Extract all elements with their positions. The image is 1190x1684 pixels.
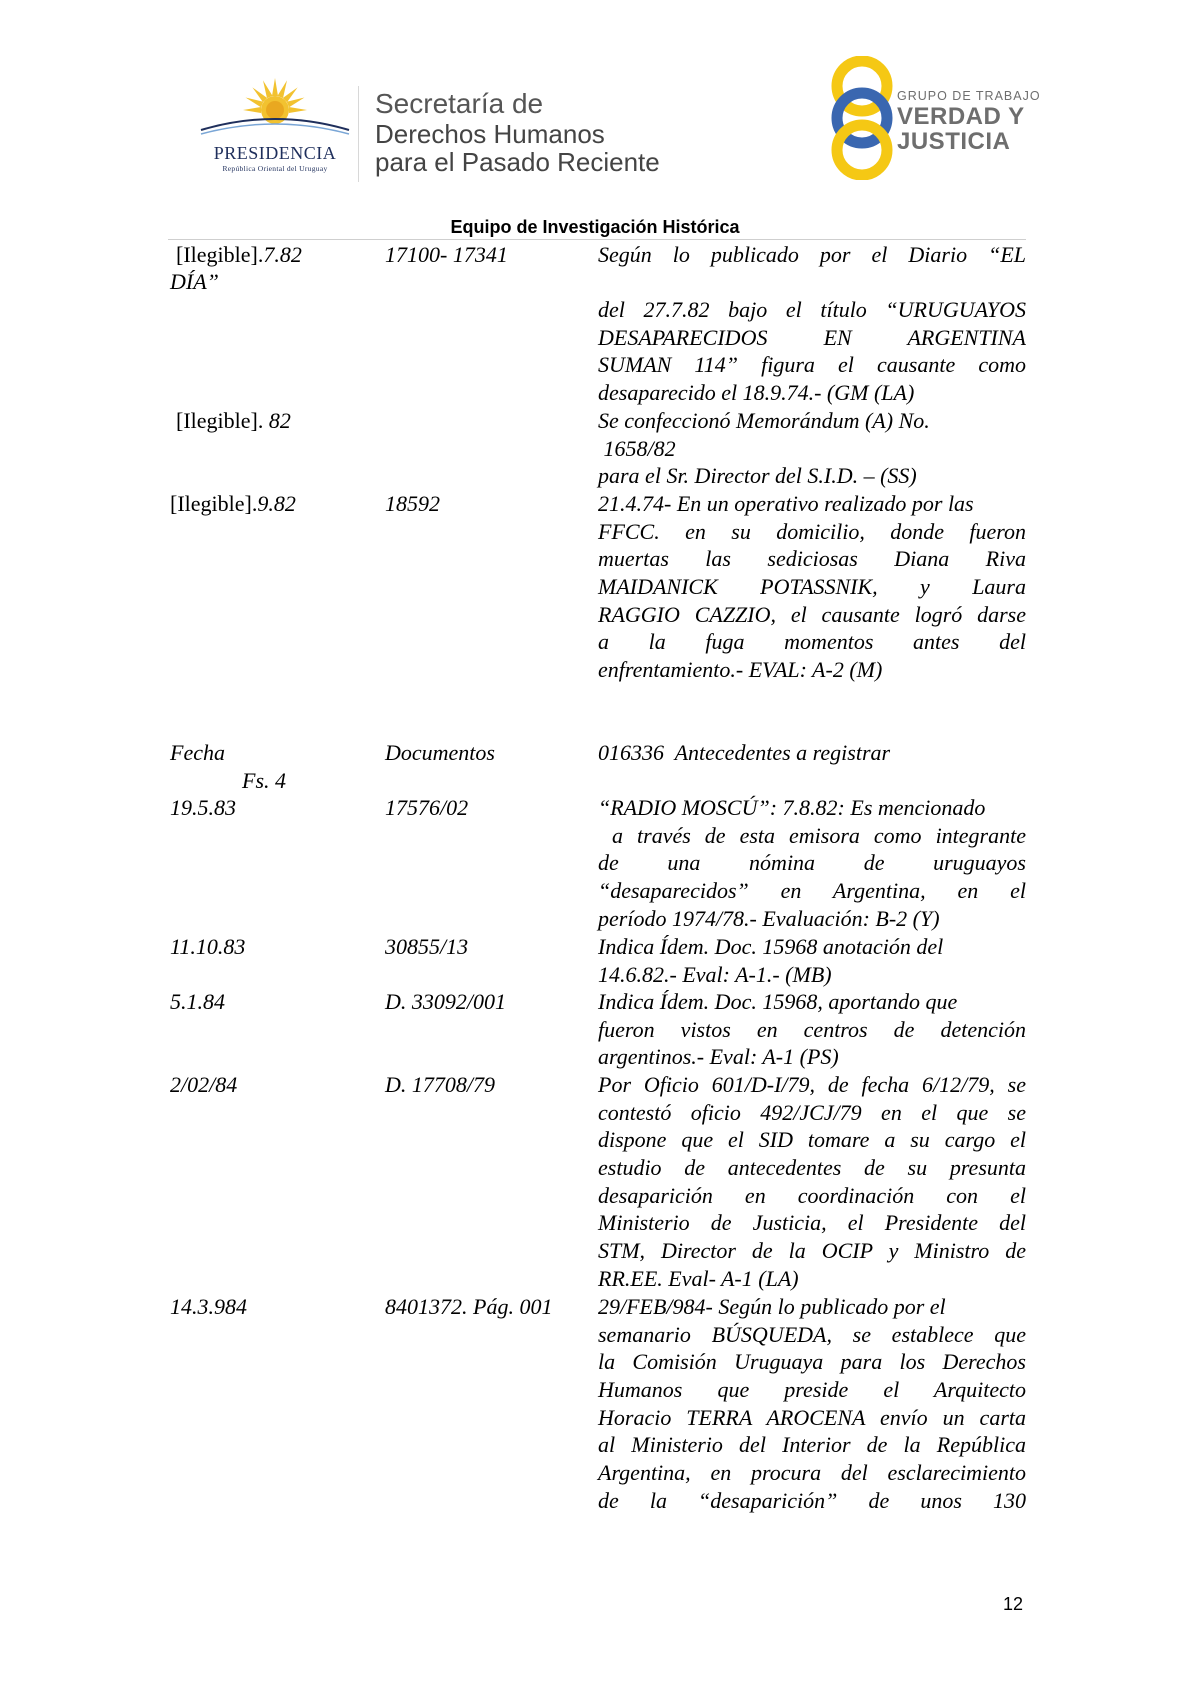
text-line: la Comisión Uruguaya para los Derechos bbox=[598, 1349, 1026, 1375]
text-line: STM, Director de la OCIP y Ministro de bbox=[598, 1238, 1026, 1264]
text-line: a la fuga momentos antes del bbox=[598, 629, 1026, 655]
text-line: enfrentamiento.- EVAL: A-2 (M) bbox=[598, 657, 883, 683]
text-line: Ministerio de Justicia, el Presidente del bbox=[598, 1210, 1026, 1236]
presidencia-label: PRESIDENCIA bbox=[213, 143, 337, 163]
text-line: 29/FEB/984- Según lo publicado por el bbox=[598, 1294, 946, 1319]
document-cell: 17576/02 bbox=[385, 795, 469, 820]
date-cell: 2/02/84 bbox=[170, 1072, 238, 1097]
text-line: para el Sr. Director del S.I.D. – (SS) bbox=[598, 463, 917, 489]
text-line: 21.4.74- En un operativo realizado por las bbox=[598, 491, 974, 516]
document-cell: 8401372. Pág. 001 bbox=[385, 1294, 553, 1319]
text-line: desaparecido el 18.9.74.- (GM (LA) bbox=[598, 380, 915, 406]
document-cell: D. 33092/001 bbox=[385, 989, 506, 1014]
document-cell: 18592 bbox=[385, 491, 440, 516]
text-line: de la “desaparición” de unos 130 bbox=[598, 1487, 1026, 1513]
text-cell bbox=[598, 490, 1026, 684]
text-cell bbox=[598, 988, 1026, 1071]
text-cell bbox=[598, 407, 1026, 490]
text-line: a través de esta emisora como integrante bbox=[598, 822, 1026, 848]
text-line: Horacio TERRA AROCENA envío un carta bbox=[598, 1404, 1026, 1430]
date-cell: 5.1.84 bbox=[170, 989, 225, 1014]
text-line: del 27.7.82 bajo el título “URUGUAYOS bbox=[598, 297, 1026, 322]
text-cell bbox=[598, 1293, 1026, 1515]
secretaria-line-1: Secretaría de bbox=[375, 88, 544, 119]
antecedentes-header: 016336 Antecedentes a registrar bbox=[598, 740, 891, 765]
document-cell: D. 17708/79 bbox=[385, 1072, 495, 1097]
document-cell: 17100- 17341 bbox=[385, 242, 508, 267]
document-cell: 30855/13 bbox=[385, 934, 469, 959]
grupo-line-3: JUSTICIA bbox=[897, 128, 1011, 155]
page-number: 12 bbox=[1003, 1594, 1024, 1614]
text-line: Indica Ídem. Doc. 15968, aportando que bbox=[598, 989, 958, 1014]
text-line: FFCC. en su domicilio, donde fueron bbox=[598, 518, 1026, 544]
date-cell: 19.5.83 bbox=[170, 795, 236, 820]
text-line: “RADIO MOSCÚ”: 7.8.82: Es mencionado bbox=[598, 795, 986, 820]
text-line: Argentina, en procura del esclarecimiento bbox=[598, 1460, 1026, 1486]
team-title: Equipo de Investigación Histórica bbox=[450, 217, 740, 237]
text-line: “desaparecidos” en Argentina, en el bbox=[598, 878, 1026, 904]
text-line: RR.EE. Eval- A-1 (LA) bbox=[598, 1265, 799, 1291]
date-cell: [Ilegible].9.82 bbox=[170, 491, 296, 516]
date-continuation: DÍA” bbox=[170, 269, 219, 294]
text-line: Se confeccionó Memorándum (A) No. bbox=[598, 408, 930, 433]
text-cell bbox=[598, 1071, 1026, 1293]
fs-header: Fs. 4 bbox=[242, 768, 286, 793]
fecha-header: Fecha bbox=[170, 740, 225, 765]
text-line: argentinos.- Eval: A-1 (PS) bbox=[598, 1044, 839, 1070]
text-line: RAGGIO CAZZIO, el causante logró darse bbox=[598, 601, 1026, 627]
grupo-line-2: VERDAD Y bbox=[897, 103, 1025, 130]
text-cell bbox=[598, 794, 1026, 932]
text-line: Según lo publicado por el Diario “EL bbox=[598, 242, 1026, 267]
text-line: contestó oficio 492/JCJ/79 en el que se bbox=[598, 1099, 1026, 1125]
date-cell: [Ilegible].7.82 bbox=[176, 242, 302, 267]
date-cell: 11.10.83 bbox=[170, 934, 246, 959]
text-cell bbox=[598, 933, 1026, 988]
text-line: fueron vistos en centros de detención bbox=[598, 1016, 1026, 1042]
text-line: estudio de antecedentes de su presunta bbox=[598, 1155, 1026, 1181]
grupo-line-1: GRUPO DE TRABAJO bbox=[897, 89, 1041, 103]
text-line: desaparición en coordinación con el bbox=[598, 1182, 1026, 1208]
text-line: SUMAN 114” figura el causante como bbox=[598, 352, 1026, 378]
text-line: muertas las sediciosas Diana Riva bbox=[598, 546, 1026, 572]
text-line: dispone que el SID tomare a su cargo el bbox=[598, 1127, 1026, 1153]
text-line: MAIDANICK POTASSNIK, y Laura bbox=[598, 574, 1026, 600]
text-line: DESAPARECIDOS EN ARGENTINA bbox=[598, 324, 1026, 350]
text-line: 1658/82 bbox=[598, 435, 676, 461]
text-line: 14.6.82.- Eval: A-1.- (MB) bbox=[598, 961, 832, 987]
date-cell: 14.3.984 bbox=[170, 1294, 247, 1319]
text-cell bbox=[598, 296, 1026, 407]
text-cell bbox=[598, 241, 1026, 269]
text-line: de una nómina de uruguayos bbox=[598, 850, 1026, 876]
text-line: Humanos que preside el Arquitecto bbox=[598, 1377, 1026, 1403]
text-line: semanario BÚSQUEDA, se establece que bbox=[598, 1321, 1026, 1347]
text-line: Por Oficio 601/D-I/79, de fecha 6/12/79, se bbox=[598, 1072, 1026, 1097]
text-line: Indica Ídem. Doc. 15968 anotación del bbox=[598, 934, 944, 959]
text-line: período 1974/78.- Evaluación: B-2 (Y) bbox=[598, 905, 940, 931]
documentos-header: Documentos bbox=[385, 740, 495, 765]
date-cell: [Ilegible]. 82 bbox=[176, 408, 291, 433]
secretaria-line-2: Derechos Humanos bbox=[375, 119, 605, 149]
text-line: al Ministerio del Interior de la República bbox=[598, 1432, 1026, 1458]
presidencia-sublabel: República Oriental del Uruguay bbox=[222, 164, 328, 173]
secretaria-line-3: para el Pasado Reciente bbox=[375, 147, 660, 177]
